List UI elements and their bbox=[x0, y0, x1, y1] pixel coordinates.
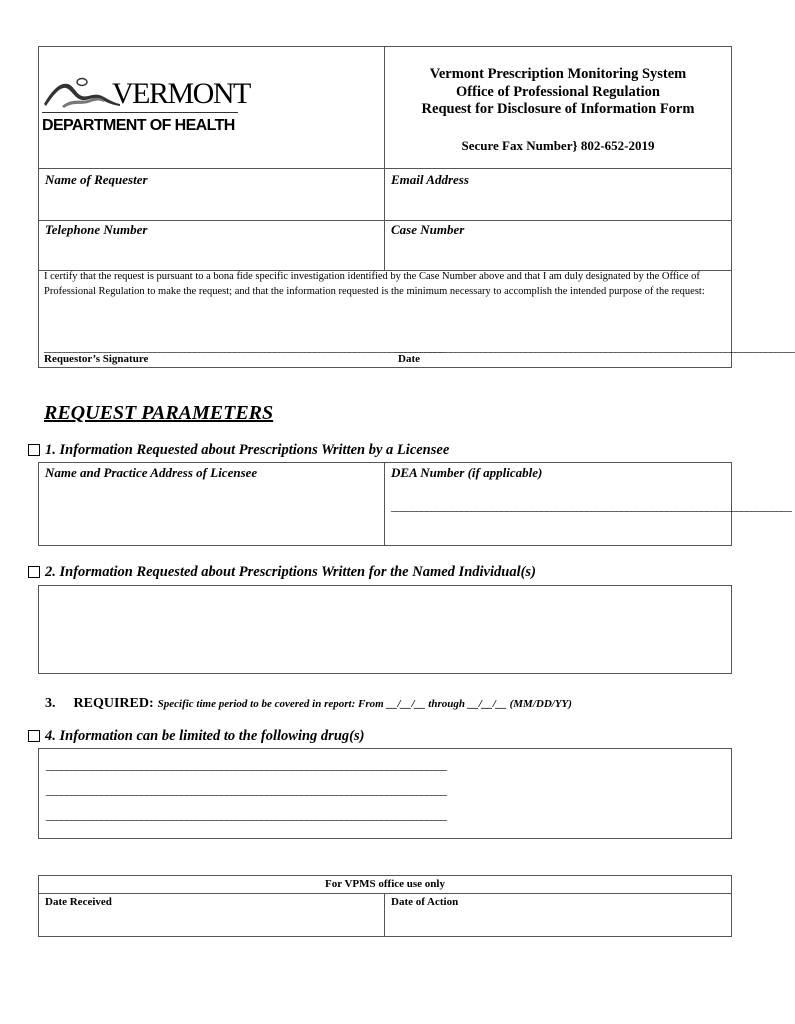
office-use-heading: For VPMS office use only bbox=[325, 878, 445, 890]
name-of-requester-label: Name of Requester bbox=[45, 172, 148, 187]
email-address-label: Email Address bbox=[391, 172, 469, 187]
logo-state-text: VERMONT bbox=[112, 77, 250, 110]
telephone-number-field[interactable] bbox=[40, 240, 382, 268]
vermont-health-logo bbox=[42, 76, 250, 140]
item3-number: 3. bbox=[45, 696, 56, 711]
title-line-1: Vermont Prescription Monitoring System bbox=[429, 66, 687, 82]
dea-number-line[interactable]: ________________________________________________________________________________ bbox=[391, 499, 791, 513]
header-bottom-rule bbox=[38, 168, 732, 169]
item1-checkbox[interactable] bbox=[28, 444, 40, 456]
dea-number-label: DEA Number (if applicable) bbox=[391, 465, 543, 480]
row1-bottom-rule bbox=[38, 220, 732, 221]
drug-line-3[interactable]: ________________________________________________________________________________ bbox=[46, 808, 446, 822]
date-of-action-label: Date of Action bbox=[391, 896, 459, 908]
item3-required-label: REQUIRED: bbox=[73, 696, 154, 711]
email-address-field[interactable] bbox=[387, 190, 729, 218]
item3-time-period-text[interactable]: Specific time period to be covered in report: From __/__/__ through __/__/__ (MM/DD/YY) bbox=[157, 698, 572, 710]
case-number-label: Case Number bbox=[391, 222, 465, 237]
item1-divider bbox=[384, 462, 385, 546]
signature-line[interactable]: ________________________________________________________________________________ bbox=[44, 340, 444, 354]
logo-underline bbox=[42, 112, 238, 113]
item2-checkbox[interactable] bbox=[28, 566, 40, 578]
telephone-number-label: Telephone Number bbox=[45, 222, 148, 237]
name-of-requester-field[interactable] bbox=[40, 190, 382, 218]
secure-fax-number: Secure Fax Number} 802-652-2019 bbox=[461, 138, 655, 153]
certification-statement: I certify that the request is pursuant to a bona fide specific investigation identified by the Case Number above and that I am duly designated by the Office of Professional Regulation to make the request; and that the information requested is the minimum necessary to accomplish the intended purpose of the request: bbox=[44, 271, 705, 297]
item2-title: 2. Information Requested about Prescriptions Written for the Named Individual(s) bbox=[45, 564, 536, 580]
row-divider bbox=[384, 220, 385, 270]
named-individuals-field[interactable] bbox=[38, 585, 732, 674]
drug-line-2[interactable]: ________________________________________________________________________________ bbox=[46, 783, 446, 797]
requestor-signature-label: Requestor’s Signature bbox=[44, 353, 149, 365]
date-line[interactable]: ________________________________________________________________________________ bbox=[395, 340, 795, 354]
date-received-label: Date Received bbox=[45, 896, 112, 908]
signature-date-label: Date bbox=[398, 353, 420, 365]
item3-line bbox=[45, 694, 572, 712]
licensee-name-address-field[interactable] bbox=[40, 483, 382, 543]
title-line-3: Request for Disclosure of Information Form bbox=[421, 101, 695, 117]
logo-dept-text: DEPARTMENT OF HEALTH bbox=[42, 117, 235, 134]
drug-line-1[interactable]: ________________________________________________________________________________ bbox=[46, 758, 446, 772]
item1-title: 1. Information Requested about Prescriptions Written by a Licensee bbox=[45, 442, 450, 458]
form-title bbox=[384, 66, 732, 119]
title-line-2: Office of Professional Regulation bbox=[456, 83, 660, 100]
office-use-header-rule bbox=[38, 893, 732, 894]
case-number-field[interactable] bbox=[387, 240, 729, 268]
mountain-icon bbox=[42, 76, 120, 112]
item4-title: 4. Information can be limited to the following drug(s) bbox=[45, 728, 365, 744]
licensee-name-address-label: Name and Practice Address of Licensee bbox=[45, 465, 258, 480]
item4-checkbox[interactable] bbox=[28, 730, 40, 742]
request-parameters-heading: REQUEST PARAMETERS bbox=[44, 402, 274, 424]
office-use-divider bbox=[384, 893, 385, 937]
